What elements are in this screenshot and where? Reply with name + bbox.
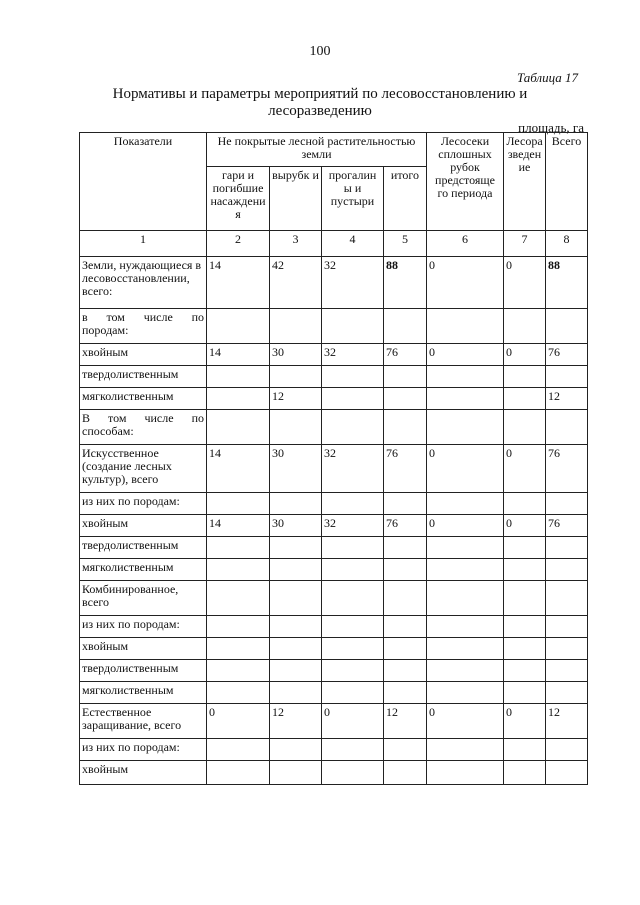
table-row [80, 638, 588, 660]
row-value [546, 366, 588, 388]
row-label: хвойным [80, 638, 207, 660]
row-value: 76 [384, 515, 427, 537]
row-value [427, 761, 504, 785]
col-number: 4 [322, 231, 384, 257]
row-value [384, 682, 427, 704]
table-body [80, 257, 588, 785]
row-label: Искусственное (создание лесных культур), всего [80, 445, 207, 493]
unit-label: площадь, га [518, 120, 584, 135]
row-value [207, 309, 270, 344]
row-value [207, 616, 270, 638]
table-row [80, 761, 588, 785]
row-value [270, 581, 322, 616]
row-value: 88 [384, 257, 427, 309]
header-afforestation: Лесора зведен ие [504, 133, 546, 231]
table-row [80, 682, 588, 704]
row-value [270, 366, 322, 388]
row-value [207, 581, 270, 616]
row-value [504, 493, 546, 515]
col-number: 7 [504, 231, 546, 257]
table-row [80, 537, 588, 559]
row-value [384, 761, 427, 785]
row-value [207, 761, 270, 785]
row-value [322, 638, 384, 660]
row-value: 32 [322, 344, 384, 366]
row-value [322, 537, 384, 559]
row-value [207, 739, 270, 761]
row-value [384, 739, 427, 761]
row-label: из них по породам: [80, 739, 207, 761]
row-value [427, 739, 504, 761]
row-value: 76 [546, 515, 588, 537]
header-total-sub: итого [384, 167, 427, 231]
row-value: 0 [427, 344, 504, 366]
row-value [207, 410, 270, 445]
row-label: мягколиственным [80, 388, 207, 410]
row-value [427, 388, 504, 410]
table-row [80, 616, 588, 638]
row-value [384, 616, 427, 638]
header-burned: гари и погибшие насаждени я [207, 167, 270, 231]
table-row [80, 660, 588, 682]
row-value [504, 537, 546, 559]
row-value [322, 660, 384, 682]
row-value [270, 638, 322, 660]
row-value [427, 581, 504, 616]
row-value [207, 682, 270, 704]
row-value [322, 682, 384, 704]
row-value [270, 410, 322, 445]
row-label: мягколиственным [80, 559, 207, 581]
forest-restoration-table [79, 132, 588, 785]
header-glades: прогалин ы и пустыри [322, 167, 384, 231]
row-label: в том числе по породам: [80, 309, 207, 344]
row-value [384, 660, 427, 682]
row-value [322, 739, 384, 761]
column-number-row [80, 231, 588, 257]
title-line-1: Нормативы и параметры мероприятий по лесовосстановлению и [112, 86, 528, 102]
title-line-2: лесоразведению [268, 103, 372, 119]
row-value: 12 [546, 388, 588, 410]
header-cuttings: вырубк и [270, 167, 322, 231]
col-number: 2 [207, 231, 270, 257]
row-label: хвойным [80, 761, 207, 785]
row-value [207, 559, 270, 581]
table-row [80, 739, 588, 761]
row-value [322, 761, 384, 785]
row-value [322, 388, 384, 410]
row-value: 0 [504, 257, 546, 309]
row-value: 0 [504, 515, 546, 537]
row-value: 0 [427, 704, 504, 739]
page-number: 100 [309, 44, 331, 59]
row-value [427, 616, 504, 638]
document-title [100, 86, 540, 120]
row-label: Комбинированное, всего [80, 581, 207, 616]
row-label: хвойным [80, 344, 207, 366]
row-value [384, 309, 427, 344]
row-value: 76 [546, 445, 588, 493]
col-number: 1 [80, 231, 207, 257]
row-value [504, 410, 546, 445]
row-value [322, 616, 384, 638]
row-value: 32 [322, 445, 384, 493]
row-value [427, 309, 504, 344]
row-value [504, 559, 546, 581]
row-value: 12 [270, 704, 322, 739]
row-value [270, 559, 322, 581]
row-value [427, 682, 504, 704]
table-row [80, 445, 588, 493]
table-row [80, 559, 588, 581]
row-value [427, 559, 504, 581]
row-value: 0 [207, 704, 270, 739]
row-value [546, 660, 588, 682]
row-value [322, 366, 384, 388]
table-row [80, 515, 588, 537]
row-value [427, 410, 504, 445]
row-value [427, 493, 504, 515]
row-value [504, 660, 546, 682]
header-total: Всего [546, 133, 588, 231]
table-row [80, 704, 588, 739]
row-label: твердолиственным [80, 537, 207, 559]
row-value [546, 638, 588, 660]
row-value [427, 366, 504, 388]
row-value [546, 581, 588, 616]
row-label: хвойным [80, 515, 207, 537]
row-value [270, 616, 322, 638]
row-value [384, 638, 427, 660]
row-value [546, 616, 588, 638]
row-value [504, 638, 546, 660]
row-value [207, 388, 270, 410]
row-value: 14 [207, 344, 270, 366]
row-value [207, 638, 270, 660]
col-number: 8 [546, 231, 588, 257]
row-value [427, 660, 504, 682]
row-value [504, 761, 546, 785]
row-value [546, 309, 588, 344]
row-value: 14 [207, 257, 270, 309]
row-value [322, 581, 384, 616]
row-value [270, 761, 322, 785]
row-label: мягколиственным [80, 682, 207, 704]
row-value [546, 739, 588, 761]
row-value [322, 493, 384, 515]
row-value [270, 739, 322, 761]
row-value [504, 388, 546, 410]
row-value: 14 [207, 445, 270, 493]
row-value: 12 [384, 704, 427, 739]
row-value [546, 682, 588, 704]
row-value: 30 [270, 445, 322, 493]
row-value [384, 493, 427, 515]
row-value [504, 616, 546, 638]
table-row [80, 581, 588, 616]
row-value [504, 739, 546, 761]
row-value: 30 [270, 515, 322, 537]
table-row [80, 257, 588, 309]
row-label: из них по породам: [80, 616, 207, 638]
row-value [504, 581, 546, 616]
table-row [80, 309, 588, 344]
row-value: 0 [504, 704, 546, 739]
row-value [322, 309, 384, 344]
row-value: 14 [207, 515, 270, 537]
row-value: 0 [427, 515, 504, 537]
row-value: 0 [504, 445, 546, 493]
row-label: из них по породам: [80, 493, 207, 515]
table-row [80, 344, 588, 366]
row-value [384, 559, 427, 581]
row-value [546, 559, 588, 581]
table-row [80, 388, 588, 410]
row-value: 12 [546, 704, 588, 739]
row-label: Земли, нуждающиеся в лесовосстановлении, всего: [80, 257, 207, 309]
row-value [504, 682, 546, 704]
row-value: 0 [322, 704, 384, 739]
row-value: 76 [546, 344, 588, 366]
table-row [80, 410, 588, 445]
table-caption: Таблица 17 [516, 70, 578, 85]
table-row [80, 366, 588, 388]
row-value [270, 537, 322, 559]
row-value [270, 660, 322, 682]
row-value: 12 [270, 388, 322, 410]
col-number: 5 [384, 231, 427, 257]
row-value [207, 537, 270, 559]
row-value [504, 366, 546, 388]
row-value: 32 [322, 257, 384, 309]
row-label: В том числе по способам: [80, 410, 207, 445]
row-value [270, 682, 322, 704]
row-value: 0 [427, 445, 504, 493]
row-value: 42 [270, 257, 322, 309]
row-value [546, 761, 588, 785]
row-value [384, 537, 427, 559]
row-value [322, 410, 384, 445]
row-value [384, 388, 427, 410]
row-value: 76 [384, 344, 427, 366]
row-value [322, 559, 384, 581]
col-number: 3 [270, 231, 322, 257]
row-value [207, 660, 270, 682]
row-value [270, 309, 322, 344]
row-value [270, 493, 322, 515]
row-label: твердолиственным [80, 660, 207, 682]
row-value [384, 366, 427, 388]
row-value [384, 410, 427, 445]
row-value [207, 366, 270, 388]
row-value [546, 410, 588, 445]
row-value [546, 493, 588, 515]
header-clear-cut: Лесосеки сплошных рубок предстояще го периода [427, 133, 504, 231]
row-label: твердолиственным [80, 366, 207, 388]
row-value [207, 493, 270, 515]
header-not-covered: Не покрытые лесной растительностью земли [207, 133, 427, 167]
row-value [384, 581, 427, 616]
row-value: 0 [504, 344, 546, 366]
row-value [427, 638, 504, 660]
row-value [427, 537, 504, 559]
row-value: 30 [270, 344, 322, 366]
row-value: 88 [546, 257, 588, 309]
row-value [546, 537, 588, 559]
col-number: 6 [427, 231, 504, 257]
row-value: 32 [322, 515, 384, 537]
row-value: 0 [427, 257, 504, 309]
row-value [504, 309, 546, 344]
row-label: Естественное заращивание, всего [80, 704, 207, 739]
header-indicators: Показатели [80, 133, 207, 231]
table-row [80, 493, 588, 515]
row-value: 76 [384, 445, 427, 493]
